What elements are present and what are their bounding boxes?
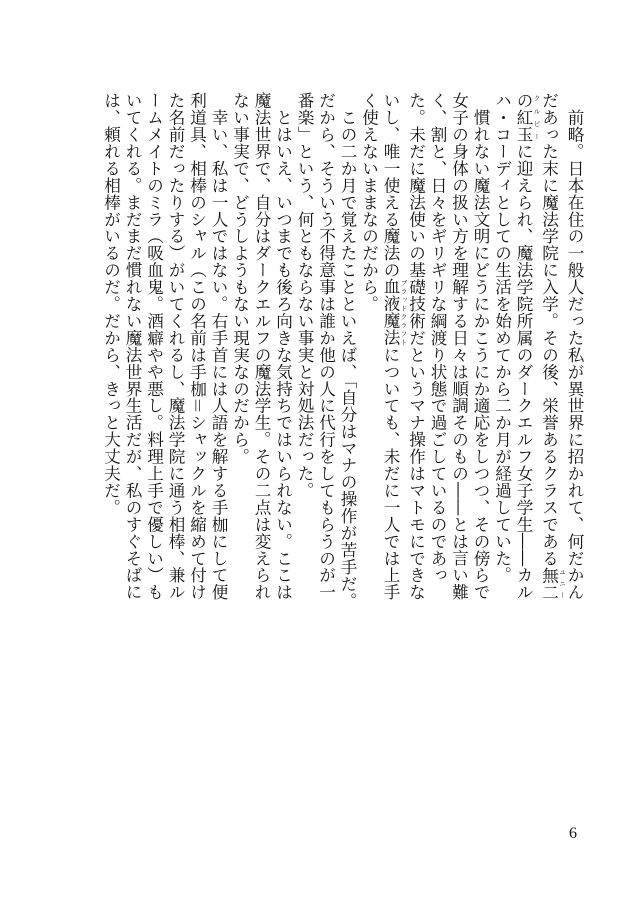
paragraph <box>229 92 294 614</box>
paragraph <box>100 92 229 614</box>
ruby-base: 血液魔法 <box>381 278 400 347</box>
text-run: に迎えられ、魔法学院所属のダークエルフ女子学生――カルハ・コーディとしての生活を始めてから二か月が経過していた。 <box>492 92 533 601</box>
ruby-reading: ユニークルビー <box>532 92 566 601</box>
ruby-annotation <box>381 278 408 347</box>
paragraph <box>491 92 585 614</box>
body-text <box>62 92 585 614</box>
text-run: についても、未だに一人では上手く使えないままなのだから。 <box>359 92 400 601</box>
page-number: 6 <box>569 825 577 842</box>
paragraph <box>294 92 359 614</box>
ruby-base: 無二の紅玉 <box>514 92 559 601</box>
text-run: 慣れない魔法文明にどうにかこうにか適応をしつつ、その傍らで女子の身体の扱い方を理解する日々は順調そのもの――とは言い難く、割と、日々をギリギリな綱渡り状態で過ごしているのであった。未だに魔法使いの基礎技術だというマナ操作はマトモにできないし、唯一使える魔法の <box>381 92 490 601</box>
text-run: この二か月で覚えたことといえば、「自分はマナの操作が苦手だ。だから、そういう不得意事は誰か他の人に代行をしてもらうのが一番楽」という、何ともならない事実と対処法だった。 <box>295 92 357 610</box>
paragraph <box>358 92 491 614</box>
text-run: とはいえ、いつまでも後ろ向きな気持ちではいられない。ここは魔法世界で、自分はダークエルフの魔法学生。その二点は変えられない事実で、どうしようもない現実なのだから。 <box>230 92 293 601</box>
text-run: 前略。日本在住の一般人だった私が異世界に招かれて、何だかんだあった末に魔法学院に入学。その後、栄誉あるクラスである <box>539 92 584 601</box>
text-run: 幸い、私は一人ではない。右手首には人語を解する手枷にして便利道具、相棒のシャル（この名前は手枷＝シャックルを縮めて付けた名前だったりする）がいてくれるし、魔法学院に通う相棒、兼ルームメイトのミラ（吸血鬼。酒癖やや悪し。料理上手で優しい）もいてくれる。まだまだ慣れない魔法世界生活だが、私のすぐそばには、頼れる相棒がいるのだ。だから、きっと大丈夫だ。 <box>101 92 228 601</box>
ruby-reading: ブラッドクラフト <box>399 278 408 347</box>
